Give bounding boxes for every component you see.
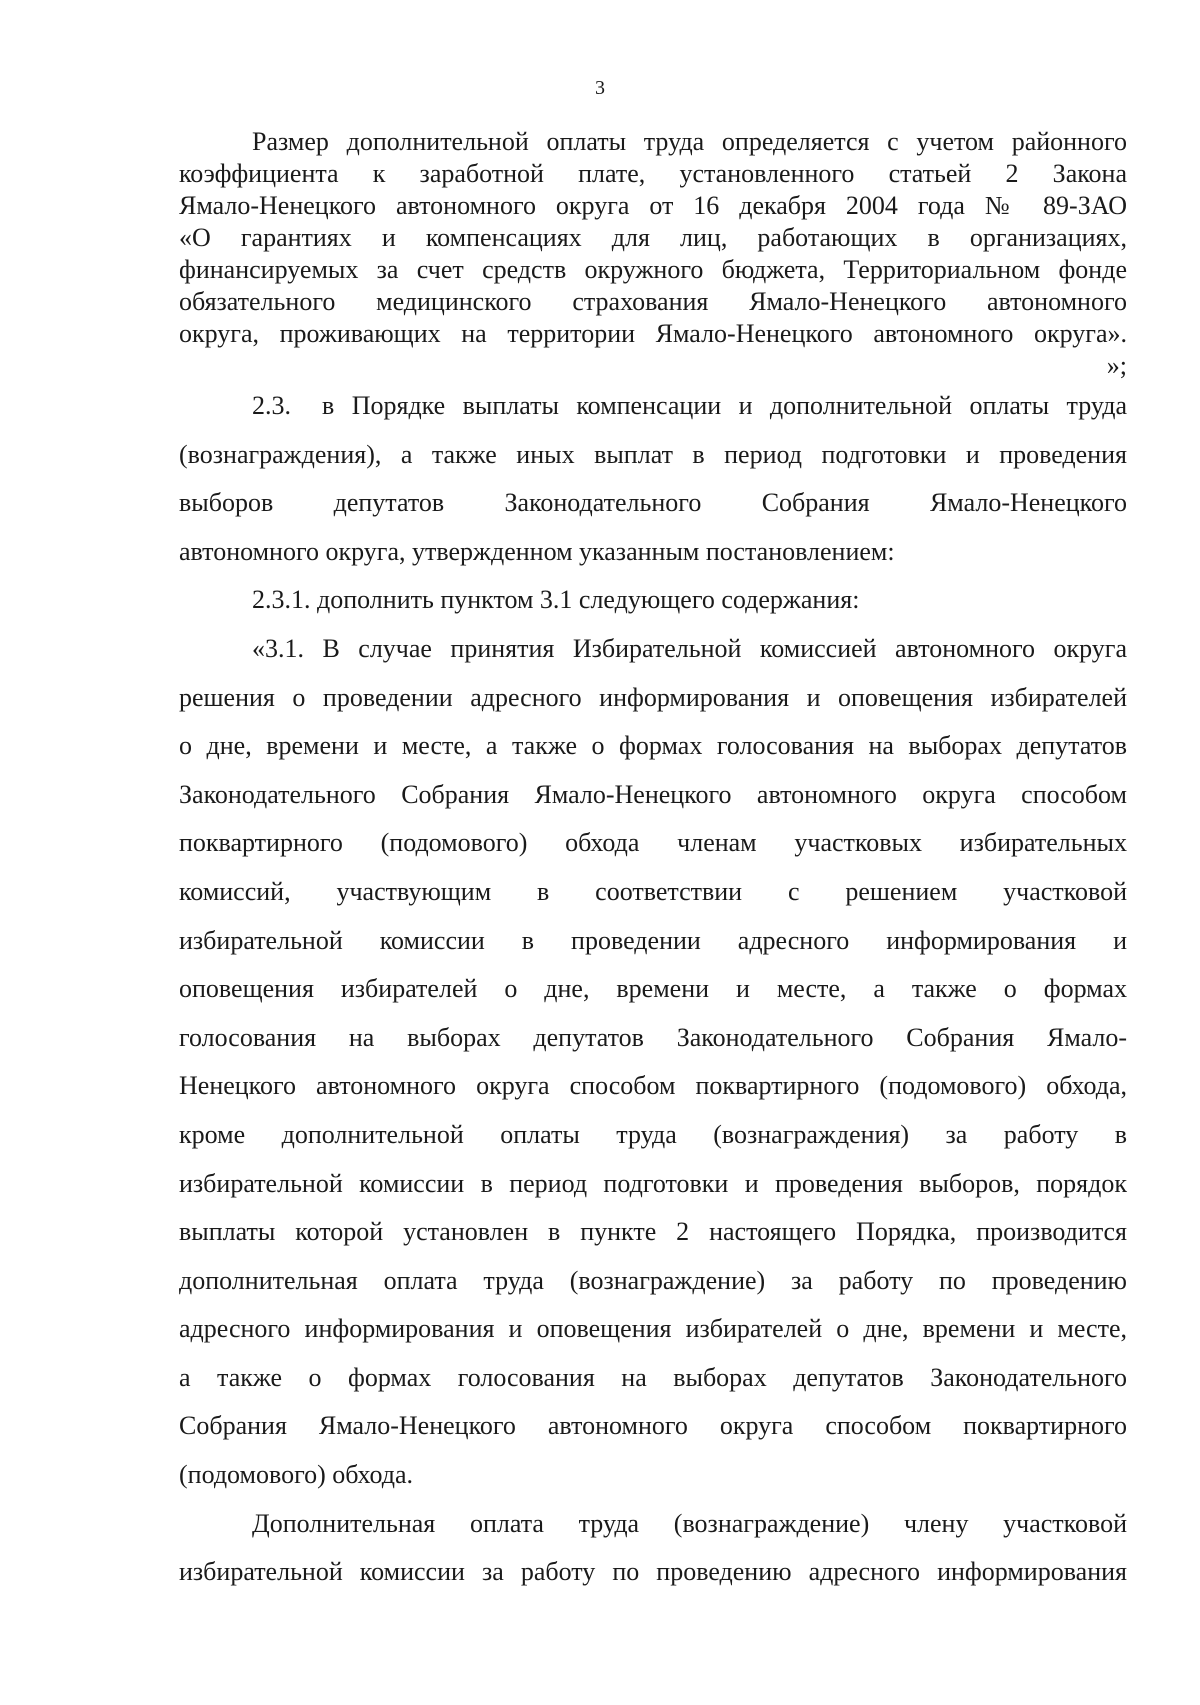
text-line: Собрания Ямало-Ненецкого автономного округа способом поквартирного xyxy=(179,1411,1127,1441)
text-line: адресного информирования и оповещения избирателей о дне, времени и месте, xyxy=(179,1314,1127,1344)
text-line: округа, проживающих на территории Ямало-Ненецкого автономного округа». xyxy=(179,319,1127,348)
text-line: (вознаграждения), а также иных выплат в период подготовки и проведения xyxy=(179,439,1127,469)
item-2-3-first-line xyxy=(179,382,1127,431)
closing-quote: »; xyxy=(1106,351,1127,380)
text-line: о дне, времени и месте, а также о формах голосования на выборах депутатов xyxy=(179,731,1127,761)
text-line: финансируемых за счет средств окружного бюджета, Территориальном фонде xyxy=(179,255,1127,284)
text-line: в Порядке выплаты компенсации и дополнительной оплаты труда xyxy=(322,391,1127,420)
text-line: обязательного медицинского страхования Ямало-Ненецкого автономного xyxy=(179,287,1127,316)
text-line: дополнительная оплата труда (вознаграждение) за работу по проведению xyxy=(179,1265,1127,1295)
item-number: 2.3. xyxy=(252,391,291,420)
text-line: выборов депутатов Законодательного Собрания Ямало-Ненецкого xyxy=(179,488,1127,518)
text-line: Дополнительная оплата труда (вознаграждение) члену участковой xyxy=(252,1508,1127,1538)
text-line: комиссий, участвующим в соответствии с решением участковой xyxy=(179,876,1127,906)
text-line: коэффициента к заработной плате, установленного статьей 2 Закона xyxy=(179,159,1127,188)
text-line: Ямало-Ненецкого автономного округа от 16 декабря 2004 года № 89-ЗАО xyxy=(179,191,1127,220)
text-line: «3.1. В случае принятия Избирательной комиссией автономного округа xyxy=(252,633,1127,663)
text-line: оповещения избирателей о дне, времени и месте, а также о формах xyxy=(179,974,1127,1004)
text-line: «О гарантиях и компенсациях для лиц, работающих в организациях, xyxy=(179,223,1127,252)
text-line: Ненецкого автономного округа способом поквартирного (подомового) обхода, xyxy=(179,1071,1127,1101)
text-line: (подомового) обхода. xyxy=(179,1460,414,1490)
text-line: избирательной комиссии в период подготовки и проведения выборов, порядок xyxy=(179,1168,1127,1198)
text-line: Размер дополнительной оплаты труда определяется с учетом районного xyxy=(252,127,1127,156)
text-line: голосования на выборах депутатов Законодательного Собрания Ямало- xyxy=(179,1022,1127,1052)
text-line: автономного округа, утвержденном указанным постановлением: xyxy=(179,536,895,566)
text-line: избирательной комиссии за работу по проведению адресного информирования xyxy=(179,1557,1127,1587)
text-line: избирательной комиссии в проведении адресного информирования и xyxy=(179,925,1127,955)
text-line: Законодательного Собрания Ямало-Ненецкого автономного округа способом xyxy=(179,779,1127,809)
paragraph-district-coefficient xyxy=(179,126,1127,382)
text-line: кроме дополнительной оплаты труда (вознаграждения) за работу в xyxy=(179,1119,1127,1149)
text-line: решения о проведении адресного информирования и оповещения избирателей xyxy=(179,682,1127,712)
text-line: а также о формах голосования на выборах депутатов Законодательного xyxy=(179,1362,1127,1392)
amendment-body xyxy=(179,382,1127,1597)
text-line: выплаты которой установлен в пункте 2 настоящего Порядка, производится xyxy=(179,1217,1127,1247)
page-number: 3 xyxy=(595,77,605,99)
text-line: поквартирного (подомового) обхода членам участковых избирательных xyxy=(179,828,1127,858)
item-2-3-1: 2.3.1. дополнить пунктом 3.1 следующего содержания: xyxy=(252,585,860,615)
